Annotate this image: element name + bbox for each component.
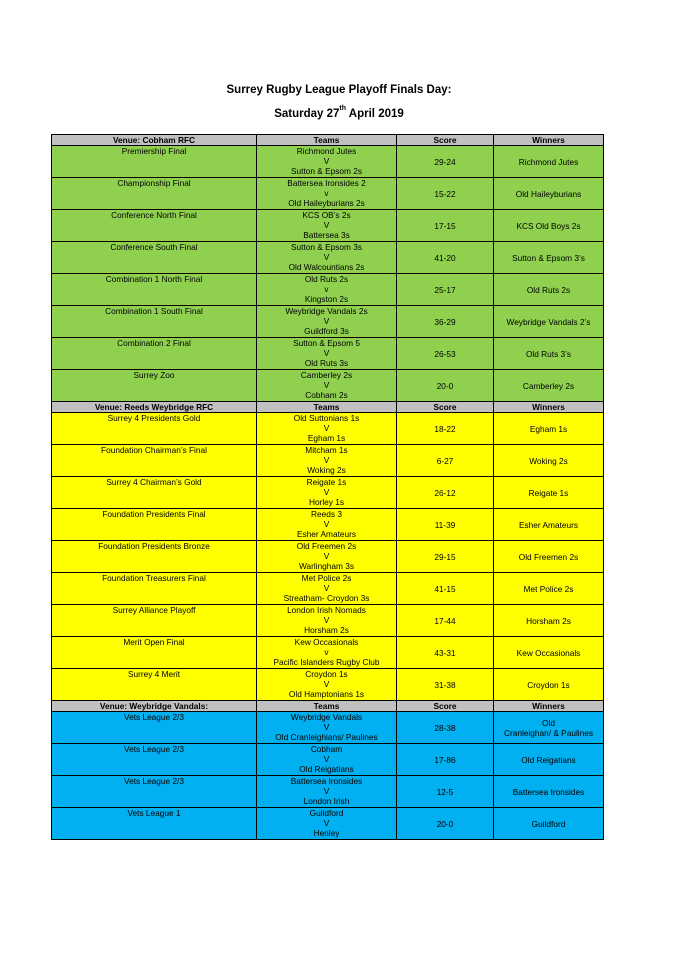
versus-label: V [323,423,330,433]
fixture-row [52,808,604,840]
versus-label: V [323,818,330,828]
fixture-name: Premiership Final [52,146,257,178]
away-team: London Irish [303,796,350,806]
fixture-name: Combination 2 Final [52,338,257,370]
versus-label: V [323,252,330,262]
winner: Reigate 1s [494,477,604,509]
away-team: Horsham 2s [304,625,349,635]
fixture-row [52,605,604,637]
teams-cell [257,808,397,840]
versus-label: V [323,615,330,625]
teams-cell [257,146,397,178]
fixture-name: Surrey 4 Merit [52,669,257,701]
teams-cell [257,370,397,402]
versus-label: v [324,188,329,198]
column-header-teams: Teams [257,701,397,712]
fixture-name: Combination 1 South Final [52,306,257,338]
score: 6-27 [397,445,494,477]
score: 12-5 [397,776,494,808]
fixture-row [52,370,604,402]
teams-cell [257,605,397,637]
versus-label: V [323,487,330,497]
fixture-row [52,744,604,776]
home-team: Richmond Jutes [296,146,357,156]
fixture-row [52,712,604,744]
score: 41-20 [397,242,494,274]
score: 36-29 [397,306,494,338]
fixture-row [52,445,604,477]
home-team: Battersea Ironsides 2 [287,178,366,188]
away-team: Old Hamptonians 1s [288,689,365,699]
home-team: London Irish Nomads [287,605,366,615]
winner: Croydon 1s [494,669,604,701]
winner: Old Ruts 3’s [494,338,604,370]
teams-cell [257,637,397,669]
fixture-name: Vets League 1 [52,808,257,840]
teams-cell [257,274,397,306]
versus-label: V [323,722,330,732]
away-team: Streatham- Croydon 3s [283,593,370,603]
venue-label: Venue: Weybridge Vandals: [52,701,257,712]
away-team: Guildford 3s [304,326,349,336]
fixture-name: Vets League 2/3 [52,712,257,744]
fixture-row [52,776,604,808]
fixture-row [52,274,604,306]
versus-label: V [323,551,330,561]
winner: Egham 1s [494,413,604,445]
fixture-name: Championship Final [52,178,257,210]
teams-cell [257,242,397,274]
column-header-score: Score [397,135,494,146]
fixture-name: Surrey 4 Presidents Gold [52,413,257,445]
column-header-winners: Winners [494,402,604,413]
fixture-name: Foundation Treasurers Final [52,573,257,605]
score: 41-15 [397,573,494,605]
home-team: Old Freemen 2s [296,541,357,551]
versus-label: V [323,583,330,593]
score: 25-17 [397,274,494,306]
column-header-teams: Teams [257,402,397,413]
winner: Guildford [494,808,604,840]
event-date [0,105,678,120]
venue-header-row [52,701,604,712]
teams-cell [257,669,397,701]
home-team: Weybridge Vandals 2s [285,306,368,316]
winner: Weybridge Vandals 2’s [494,306,604,338]
teams-cell [257,509,397,541]
winner: Old Reigatians [494,744,604,776]
versus-label: V [323,348,330,358]
home-team: Sutton & Epsom 5 [293,338,360,348]
fixture-name: Conference North Final [52,210,257,242]
away-team: Henley [313,828,340,838]
teams-cell [257,712,397,744]
away-team: Old Cranleighians/ Paulines [275,732,378,742]
home-team: Sutton & Epsom 3s [290,242,363,252]
home-team: Cobham [310,744,343,754]
teams-cell [257,445,397,477]
away-team: Pacific Islanders Rugby Club [273,657,380,667]
date-suffix: April 2019 [346,108,404,120]
versus-label: v [324,284,329,294]
fixtures-table [51,134,604,840]
winner: Met Police 2s [494,573,604,605]
versus-label: V [323,519,330,529]
home-team: Battersea Ironsides [290,776,363,786]
fixture-row [52,509,604,541]
date-ordinal: th [339,105,347,112]
away-team: Esher Amateurs [296,529,357,539]
away-team: Old Haileyburians 2s [288,198,365,208]
fixture-row [52,210,604,242]
fixture-row [52,242,604,274]
score: 26-53 [397,338,494,370]
away-team: Old Ruts 3s [304,358,349,368]
winner: Battersea Ironsides [494,776,604,808]
fixture-row [52,573,604,605]
score: 43-31 [397,637,494,669]
fixture-row [52,477,604,509]
home-team: Reigate 1s [306,477,347,487]
winner: Old Haileyburians [494,178,604,210]
teams-cell [257,744,397,776]
fixture-row [52,146,604,178]
winner: Camberley 2s [494,370,604,402]
score: 20-0 [397,808,494,840]
score: 17-44 [397,605,494,637]
winner: Esher Amateurs [494,509,604,541]
fixture-row [52,541,604,573]
score: 17-15 [397,210,494,242]
home-team: Reeds 3 [311,509,342,519]
teams-cell [257,573,397,605]
teams-cell [257,776,397,808]
away-team: Old Reigatians [299,764,354,774]
teams-cell [257,338,397,370]
versus-label: v [324,647,329,657]
score: 29-15 [397,541,494,573]
fixture-row [52,669,604,701]
venue-header-row [52,135,604,146]
winner: Old Freemen 2s [494,541,604,573]
fixture-name: Surrey Zoo [52,370,257,402]
winner: KCS Old Boys 2s [494,210,604,242]
away-team: Sutton & Epsom 2s [290,166,363,176]
versus-label: V [323,754,330,764]
fixture-name: Foundation Presidents Final [52,509,257,541]
score: 15-22 [397,178,494,210]
winner: Old Cranleighan/ & Paulines [494,712,604,744]
away-team: Old Walcountians 2s [288,262,365,272]
column-header-teams: Teams [257,135,397,146]
score: 28-38 [397,712,494,744]
away-team: Cobham 2s [305,390,348,400]
teams-cell [257,178,397,210]
home-team: Met Police 2s [301,573,352,583]
fixture-name: Vets League 2/3 [52,744,257,776]
fixture-name: Foundation Chairman’s Final [52,445,257,477]
away-team: Woking 2s [307,465,346,475]
score: 26-12 [397,477,494,509]
score: 29-24 [397,146,494,178]
home-team: Croydon 1s [305,669,348,679]
fixture-name: Combination 1 North Final [52,274,257,306]
fixture-row [52,637,604,669]
fixture-row [52,413,604,445]
fixture-row [52,178,604,210]
score: 11-39 [397,509,494,541]
away-team: Horley 1s [308,497,345,507]
away-team: Egham 1s [307,433,346,443]
versus-label: V [323,786,330,796]
versus-label: V [323,380,330,390]
winner: Old Ruts 2s [494,274,604,306]
venue-header-row [52,402,604,413]
score: 18-22 [397,413,494,445]
venue-label: Venue: Reeds Weybridge RFC [52,402,257,413]
fixture-row [52,306,604,338]
winner: Sutton & Epsom 3’s [494,242,604,274]
score: 31-38 [397,669,494,701]
fixture-name: Merit Open Final [52,637,257,669]
versus-label: V [323,455,330,465]
teams-cell [257,413,397,445]
fixture-name: Surrey Alliance Playoff [52,605,257,637]
fixture-name: Surrey 4 Chairman’s Gold [52,477,257,509]
teams-cell [257,306,397,338]
versus-label: V [323,679,330,689]
fixture-name: Foundation Presidents Bronze [52,541,257,573]
winner: Horsham 2s [494,605,604,637]
home-team: Old Suttonians 1s [293,413,360,423]
score: 20-0 [397,370,494,402]
winner: Richmond Jutes [494,146,604,178]
date-prefix: Saturday 27 [274,108,340,120]
teams-cell [257,210,397,242]
fixture-row [52,338,604,370]
home-team: KCS OB’s 2s [302,210,351,220]
winner: Woking 2s [494,445,604,477]
versus-label: V [323,316,330,326]
away-team: Warlingham 3s [298,561,355,571]
home-team: Kew Occasionals [294,637,359,647]
home-team: Weybridge Vandals [290,712,363,722]
versus-label: V [323,220,330,230]
fixture-name: Conference South Final [52,242,257,274]
column-header-score: Score [397,701,494,712]
score: 17-86 [397,744,494,776]
column-header-winners: Winners [494,135,604,146]
teams-cell [257,477,397,509]
column-header-score: Score [397,402,494,413]
away-team: Battersea 3s [303,230,350,240]
home-team: Mitcham 1s [305,445,348,455]
winner: Kew Occasionals [494,637,604,669]
versus-label: V [323,156,330,166]
home-team: Guildford [309,808,344,818]
teams-cell [257,541,397,573]
fixture-name: Vets League 2/3 [52,776,257,808]
document-title: Surrey Rugby League Playoff Finals Day: [226,84,452,96]
home-team: Old Ruts 2s [304,274,349,284]
venue-label: Venue: Cobham RFC [52,135,257,146]
away-team: Kingston 2s [304,294,349,304]
column-header-winners: Winners [494,701,604,712]
home-team: Camberley 2s [300,370,353,380]
